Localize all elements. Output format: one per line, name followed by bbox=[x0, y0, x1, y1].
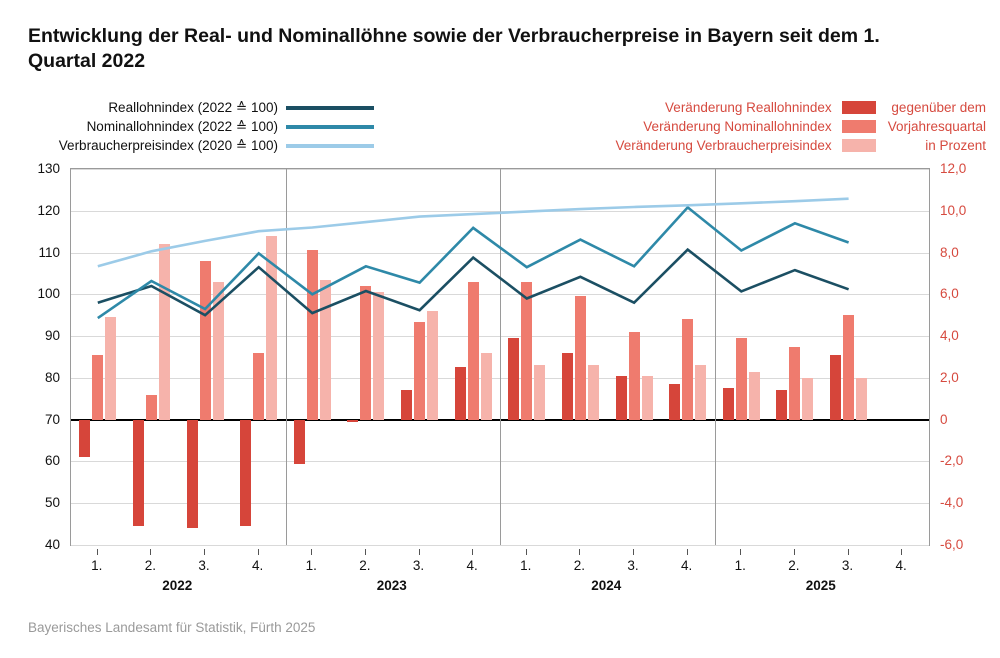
x-tick-mark bbox=[97, 549, 98, 555]
x-tick-quarter: 1. bbox=[520, 558, 532, 573]
x-tick-mark bbox=[258, 549, 259, 555]
legend-swatch-nominallohnindex bbox=[286, 125, 374, 129]
x-tick-mark bbox=[579, 549, 580, 555]
legend-note-line-1: gegenüber dem bbox=[891, 100, 986, 115]
y-tick-left: 120 bbox=[37, 202, 60, 218]
y-tick-right: 0 bbox=[940, 411, 948, 427]
legend-index-lines bbox=[34, 98, 374, 155]
y-tick-left: 80 bbox=[44, 369, 60, 385]
x-tick-quarter: 4. bbox=[681, 558, 693, 573]
x-tick-quarter: 3. bbox=[412, 558, 425, 573]
legend-change-labels bbox=[616, 98, 832, 155]
y-tick-right: 8,0 bbox=[940, 244, 959, 260]
x-axis-quarters bbox=[70, 549, 930, 575]
legend-swatch-verbraucherpreisindex bbox=[286, 144, 374, 148]
x-tick-quarter: 2. bbox=[359, 558, 371, 573]
y-tick-left: 60 bbox=[44, 453, 60, 469]
legend-change-note bbox=[888, 98, 986, 155]
x-tick-quarter: 1. bbox=[305, 558, 317, 573]
line-series bbox=[98, 250, 849, 316]
legend-label-verbraucherpreisindex: Verbraucherpreisindex (2020 ≙ 100) bbox=[58, 137, 278, 153]
line-series bbox=[98, 207, 849, 318]
x-tick-quarter: 4. bbox=[895, 558, 907, 573]
x-tick-mark bbox=[150, 549, 151, 555]
y-tick-right: -4,0 bbox=[940, 495, 964, 511]
y-tick-right: 2,0 bbox=[940, 369, 959, 385]
legend-item-verbraucherpreisindex bbox=[34, 136, 374, 155]
gridline bbox=[71, 545, 929, 546]
y-tick-left: 90 bbox=[44, 328, 60, 344]
legend-change-bars bbox=[506, 98, 986, 158]
y-tick-left: 110 bbox=[38, 244, 60, 260]
x-tick-mark bbox=[901, 549, 902, 555]
x-tick-quarter: 2. bbox=[144, 558, 157, 573]
y-tick-right: 12,0 bbox=[940, 161, 967, 176]
x-tick-quarter: 3. bbox=[841, 558, 854, 573]
x-tick-quarter: 2. bbox=[788, 558, 800, 573]
x-tick-quarter: 3. bbox=[627, 558, 639, 573]
y-tick-right: -6,0 bbox=[940, 537, 964, 552]
x-tick-mark bbox=[794, 549, 795, 555]
x-tick-year: 2024 bbox=[591, 578, 622, 593]
legend-change-swatches bbox=[842, 98, 876, 158]
x-tick-mark bbox=[311, 549, 312, 555]
legend-label-veraenderung-nominallohnindex: Veränderung Nominallohnindex bbox=[643, 119, 832, 134]
legend-label-veraenderung-reallohnindex: Veränderung Reallohnindex bbox=[665, 100, 832, 115]
y-tick-left: 40 bbox=[44, 537, 60, 552]
page-title: Entwicklung der Real- und Nominallöhne sowie der Verbraucherpreise in Bayern seit dem 1. Quartal 2022 bbox=[28, 25, 880, 72]
y-tick-right: -2,0 bbox=[940, 453, 964, 469]
legend-note-line-2: Vorjahresquartal bbox=[887, 119, 986, 134]
x-tick-mark bbox=[419, 549, 420, 555]
legend-swatch-veraenderung-reallohnindex bbox=[842, 101, 876, 114]
legend-note-line-3: in Prozent bbox=[925, 138, 986, 153]
legend-label-nominallohnindex: Nominallohnindex (2022 ≙ 100) bbox=[86, 118, 278, 134]
x-tick-quarter: 1. bbox=[734, 558, 746, 573]
x-tick-quarter: 1. bbox=[91, 558, 103, 573]
y-tick-left: 70 bbox=[44, 411, 60, 427]
source-note: Bayerisches Landesamt für Statistik, Fürth 2025 bbox=[28, 620, 316, 635]
y-tick-left: 100 bbox=[37, 286, 60, 302]
legend-swatch-veraenderung-verbraucherpreisindex bbox=[842, 139, 876, 152]
legend-label-reallohnindex: Reallohnindex (2022 ≙ 100) bbox=[108, 99, 278, 115]
x-tick-mark bbox=[472, 549, 473, 555]
legend-label-veraenderung-verbraucherpreisindex: Veränderung Verbraucherpreisindex bbox=[615, 138, 832, 153]
x-tick-quarter: 2. bbox=[573, 558, 586, 573]
lines-layer bbox=[71, 169, 929, 545]
x-tick-mark bbox=[687, 549, 688, 555]
x-tick-mark bbox=[633, 549, 634, 555]
y-tick-right: 6,0 bbox=[940, 286, 959, 302]
x-tick-mark bbox=[526, 549, 527, 555]
x-tick-year: 2025 bbox=[805, 578, 836, 593]
x-tick-mark bbox=[740, 549, 741, 555]
x-tick-quarter: 4. bbox=[252, 558, 264, 573]
x-tick-quarter: 3. bbox=[198, 558, 210, 573]
y-tick-right: 4,0 bbox=[940, 328, 959, 344]
y-tick-right: 10,0 bbox=[940, 202, 967, 218]
x-tick-year: 2023 bbox=[376, 578, 407, 593]
legend-item-nominallohnindex bbox=[34, 117, 374, 136]
legend-item-reallohnindex bbox=[34, 98, 374, 117]
legend-swatch-veraenderung-nominallohnindex bbox=[842, 120, 876, 133]
x-tick-mark bbox=[204, 549, 205, 555]
x-tick-mark bbox=[848, 549, 849, 555]
x-tick-mark bbox=[365, 549, 366, 555]
y-tick-left: 130 bbox=[37, 161, 60, 176]
chart-plot-area bbox=[70, 168, 930, 546]
y-tick-left: 50 bbox=[44, 495, 60, 511]
x-tick-quarter: 4. bbox=[466, 558, 478, 573]
x-tick-year: 2022 bbox=[162, 578, 193, 593]
x-axis-years bbox=[70, 578, 930, 600]
legend-swatch-reallohnindex bbox=[286, 106, 374, 110]
